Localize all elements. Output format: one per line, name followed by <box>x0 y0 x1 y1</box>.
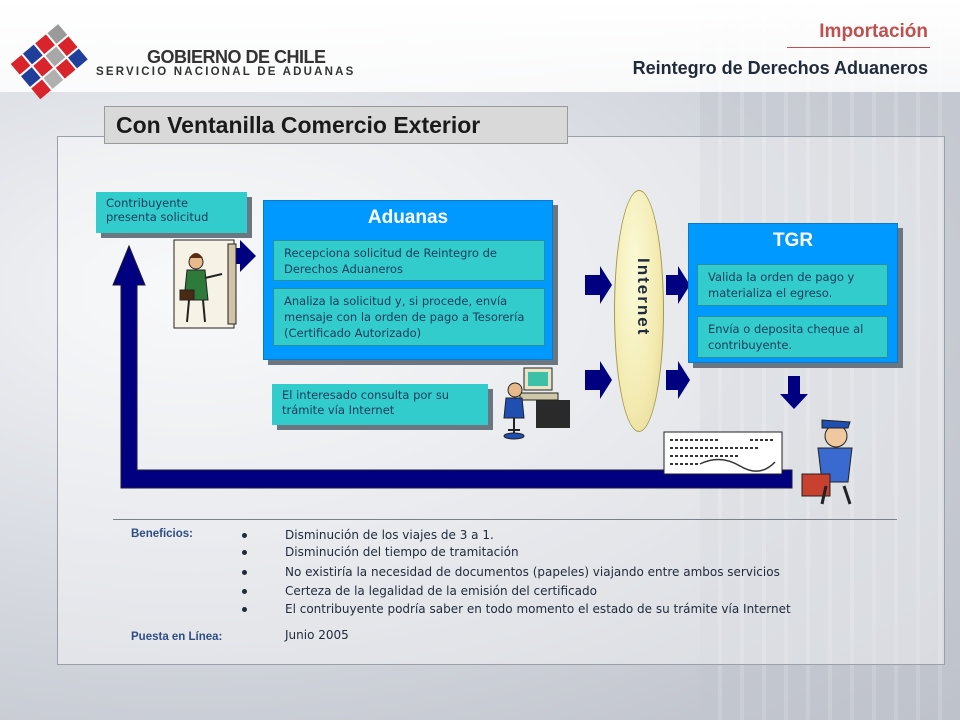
tgr-step-valida: Valida la orden de pago y materializa el egreso. <box>697 264 888 306</box>
consulta-box: El interesado consulta por su trámite vía Internet <box>272 384 488 425</box>
bullet-icon <box>242 550 247 555</box>
tgr-step-envia: Envía o deposita cheque al contribuyente. <box>697 316 888 358</box>
section-title: Importación <box>819 21 928 42</box>
puesta-value: Junio 2005 <box>285 628 349 642</box>
aduanas-step-recepciona: Recepciona solicitud de Reintegro de Derechos Aduaneros <box>273 240 545 281</box>
arrow-consulta-internet <box>585 361 612 399</box>
aduanas-title: Aduanas <box>367 207 449 228</box>
benefit-item: No existiría la necesidad de documentos (papeles) viajando entre ambos servicios <box>285 565 780 579</box>
contribuyente-box: Contribuyente presenta solicitud <box>96 192 247 233</box>
benefit-item: Disminución de los viajes de 3 a 1. <box>285 528 494 542</box>
tgr-title: TGR <box>772 230 814 251</box>
mailman-icon <box>802 420 852 504</box>
benefit-item: Disminución del tiempo de tramitación <box>285 545 519 559</box>
service-name: SERVICIO NACIONAL DE ADUANAS <box>96 66 356 78</box>
government-name: GOBIERNO DE CHILE <box>147 47 326 67</box>
arrow-internet-tgr-2 <box>666 361 690 399</box>
bullet-icon <box>242 589 247 594</box>
cheque-icon <box>664 432 782 474</box>
bullet-icon <box>242 607 247 612</box>
computer-user-icon <box>504 368 570 439</box>
benefit-item: El contribuyente podría saber en todo momento el estado de su trámite vía Internet <box>285 602 791 616</box>
arrow-aduanas-internet <box>585 266 612 304</box>
beneficios-label: Beneficios: <box>131 528 193 540</box>
page-subtitle: Reintegro de Derechos Aduaneros <box>632 58 928 78</box>
woman-counter-icon <box>174 240 236 328</box>
page-title: Con Ventanilla Comercio Exterior <box>104 106 568 144</box>
bullet-icon <box>242 570 247 575</box>
separator-line <box>113 519 897 520</box>
aduanas-step-analiza: Analiza la solicitud y, si procede, envía mensaje con la orden de pago a Tesorería (Certificado Autorizado) <box>273 288 545 346</box>
arrow-tgr-down <box>780 376 808 409</box>
puesta-label: Puesta en Línea: <box>131 631 223 643</box>
arrow-internet-tgr-1 <box>666 266 690 304</box>
bullet-icon <box>242 533 247 538</box>
benefit-item: Certeza de la legalidad de la emisión del certificado <box>285 584 597 598</box>
internet-label: Internet <box>634 258 653 337</box>
